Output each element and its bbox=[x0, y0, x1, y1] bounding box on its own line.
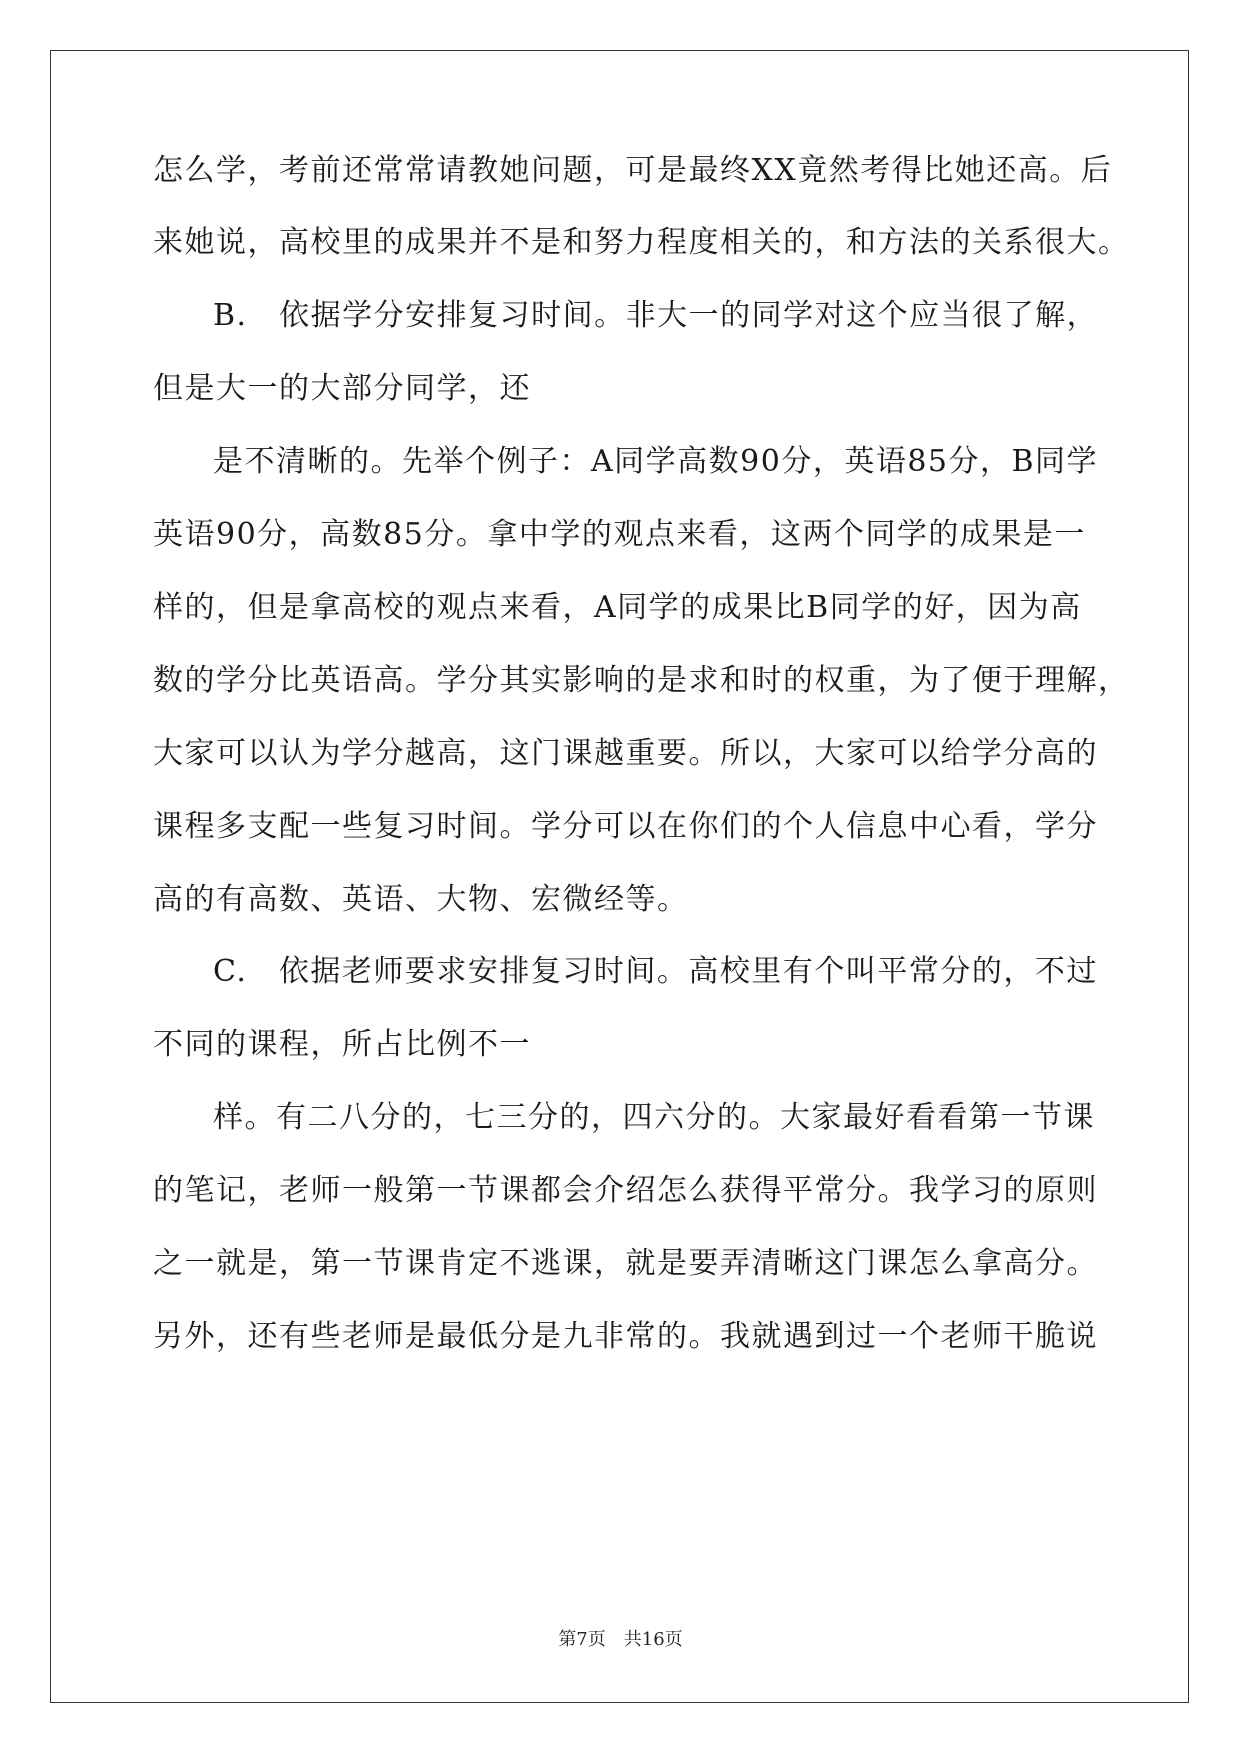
text-line: 英语90分，高数85分。拿中学的观点来看，这两个同学的成果是一 bbox=[153, 517, 1086, 552]
text-line: C. 依据老师要求安排复习时间。高校里有个叫平常分的，不过 bbox=[213, 954, 1098, 989]
text-line: 数的学分比英语高。学分其实影响的是求和时的权重，为了便于理解， bbox=[153, 663, 1130, 698]
text-line: 样的，但是拿高校的观点来看，A同学的成果比B同学的好，因为高 bbox=[153, 590, 1082, 625]
page-number-footer: 第7页 共16页 bbox=[558, 1629, 683, 1650]
text-line: 高的有高数、英语、大物、宏微经等。 bbox=[153, 882, 689, 917]
text-line: 大家可以认为学分越高，这门课越重要。所以，大家可以给学分高的 bbox=[153, 736, 1098, 771]
text-line: 怎么学，考前还常常请教她问题，可是最终XX竟然考得比她还高。后 bbox=[153, 153, 1113, 188]
text-line: 不同的课程，所占比例不一 bbox=[153, 1027, 531, 1062]
text-line: B. 依据学分安排复习时间。非大一的同学对这个应当很了解， bbox=[213, 298, 1099, 333]
text-line: 另外，还有些老师是最低分是九非常的。我就遇到过一个老师干脆说 bbox=[153, 1319, 1098, 1354]
text-line: 的笔记，老师一般第一节课都会介绍怎么获得平常分。我学习的原则 bbox=[153, 1173, 1098, 1208]
text-line: 课程多支配一些复习时间。学分可以在你们的个人信息中心看，学分 bbox=[153, 809, 1098, 844]
text-line: 但是大一的大部分同学，还 bbox=[153, 371, 531, 406]
text-line: 来她说，高校里的成果并不是和努力程度相关的，和方法的关系很大。 bbox=[153, 225, 1130, 260]
text-line: 是不清晰的。先举个例子：A同学高数90分，英语85分，B同学 bbox=[213, 444, 1099, 479]
text-line: 样。有二八分的，七三分的，四六分的。大家最好看看第一节课 bbox=[213, 1100, 1095, 1135]
text-line: 之一就是，第一节课肯定不逃课，就是要弄清晰这门课怎么拿高分。 bbox=[153, 1246, 1098, 1281]
